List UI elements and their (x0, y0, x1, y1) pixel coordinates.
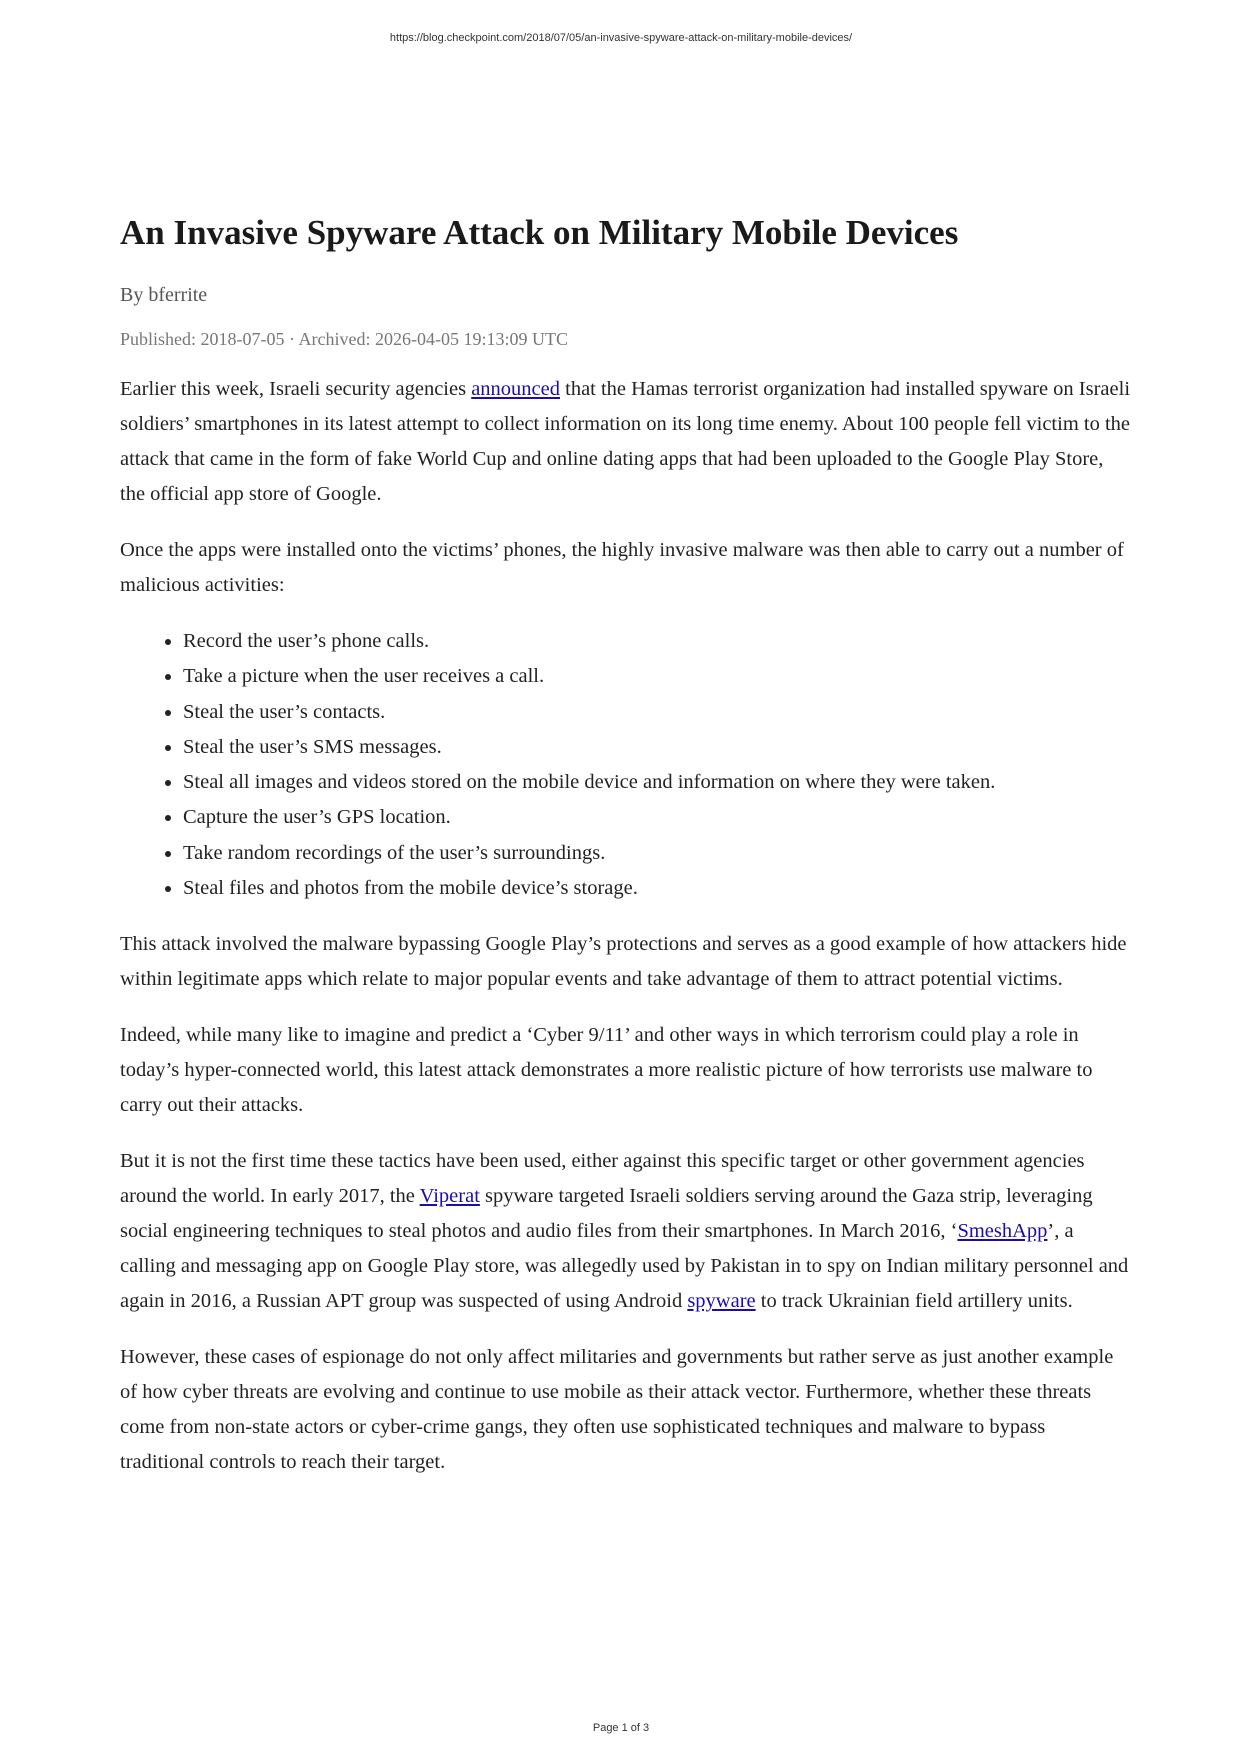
list-item: • Steal the user’s contacts. (183, 695, 1132, 730)
paragraph-2: Once the apps were installed onto the victims’ phones, the highly invasive malware was then able to carry out a number of malicious activities: (120, 539, 1124, 596)
text: Earlier this week, Israeli security agencies (120, 378, 472, 400)
text: that the Hamas terrorist organization had installed spyware on Israeli soldiers’ smartphones in its latest attempt to collect information on its long time enemy. About 100 people fell victim to the attack that came in the form of fake World Cup and online dating apps that had been uploaded to the Google Play Store, the official app store of Google. (120, 378, 1131, 505)
list-item: • Steal all images and videos stored on the mobile device and information on where they were taken. (183, 765, 1132, 800)
text: to track Ukrainian field artillery units. (755, 1290, 1073, 1313)
text: ’, a calling and messaging app on Google Play store, was allegedly used by Pakistan in to spy on Indian military personnel and again in 2016, a Russian APT group was suspected of using Android (120, 1220, 1129, 1313)
list-item: • Capture the user’s GPS location. (183, 800, 1132, 835)
paragraph-6: However, these cases of espionage do not only affect militaries and governments but rather serve as just another example of how cyber threats are evolving and continue to use mobile as their attack vector. Furthermore, whether these threats come from non-state actors or cyber-crime gangs, they often use sophisticated techniques and malware to bypass traditional controls to reach their target. (120, 1346, 1114, 1474)
smeshapp-link[interactable]: SmeshApp (957, 1220, 1048, 1243)
list-item: • Record the user’s phone calls. (183, 624, 1132, 659)
announced-link[interactable]: announced (471, 378, 560, 400)
activities-list (120, 624, 1132, 906)
list-item: • Take a picture when the user receives a call. (183, 659, 1132, 694)
paragraph-3: This attack involved the malware bypassing Google Play’s protections and serves as a good example of how attackers hide within legitimate apps which relate to major popular events and take advantage of them to attract potential victims. (120, 933, 1127, 991)
viperat-link[interactable]: Viperat (419, 1185, 480, 1208)
article (120, 212, 1132, 1501)
list-item: • Steal files and photos from the mobile device’s storage. (183, 871, 1132, 906)
page-number: Page 1 of 3 (592, 1722, 650, 1734)
publish-meta: Published: 2018-07-05 · Archived: 2026-04-05 19:13:09 UTC (120, 329, 568, 349)
spyware-link[interactable]: spyware (687, 1290, 756, 1313)
paragraph-5 (120, 1144, 1132, 1319)
byline: By bferrite (120, 284, 208, 306)
text: spyware targeted Israeli soldiers serving around the Gaza strip, leveraging social engineering techniques to steal photos and audio files from their smartphones. In March 2016, ‘ (120, 1185, 1093, 1243)
paragraph-4: Indeed, while many like to imagine and predict a ‘Cyber 9/11’ and other ways in which terrorism could play a role in today’s hyper-connected world, this latest attack demonstrates a more realistic picture of how terrorists use malware to carry out their attacks. (120, 1024, 1093, 1117)
text: But it is not the first time these tactics have been used, either against this specific target or other government agencies around the world. In early 2017, the (120, 1150, 1085, 1208)
list-item: • Take random recordings of the user’s surroundings. (183, 836, 1132, 871)
paragraph-1 (120, 372, 1132, 512)
list-item: • Steal the user’s SMS messages. (183, 730, 1132, 765)
page-url: https://blog.checkpoint.com/2018/07/05/an-invasive-spyware-attack-on-military-mobile-devices/ (389, 32, 853, 44)
article-title: An Invasive Spyware Attack on Military Mobile Devices (120, 213, 959, 252)
